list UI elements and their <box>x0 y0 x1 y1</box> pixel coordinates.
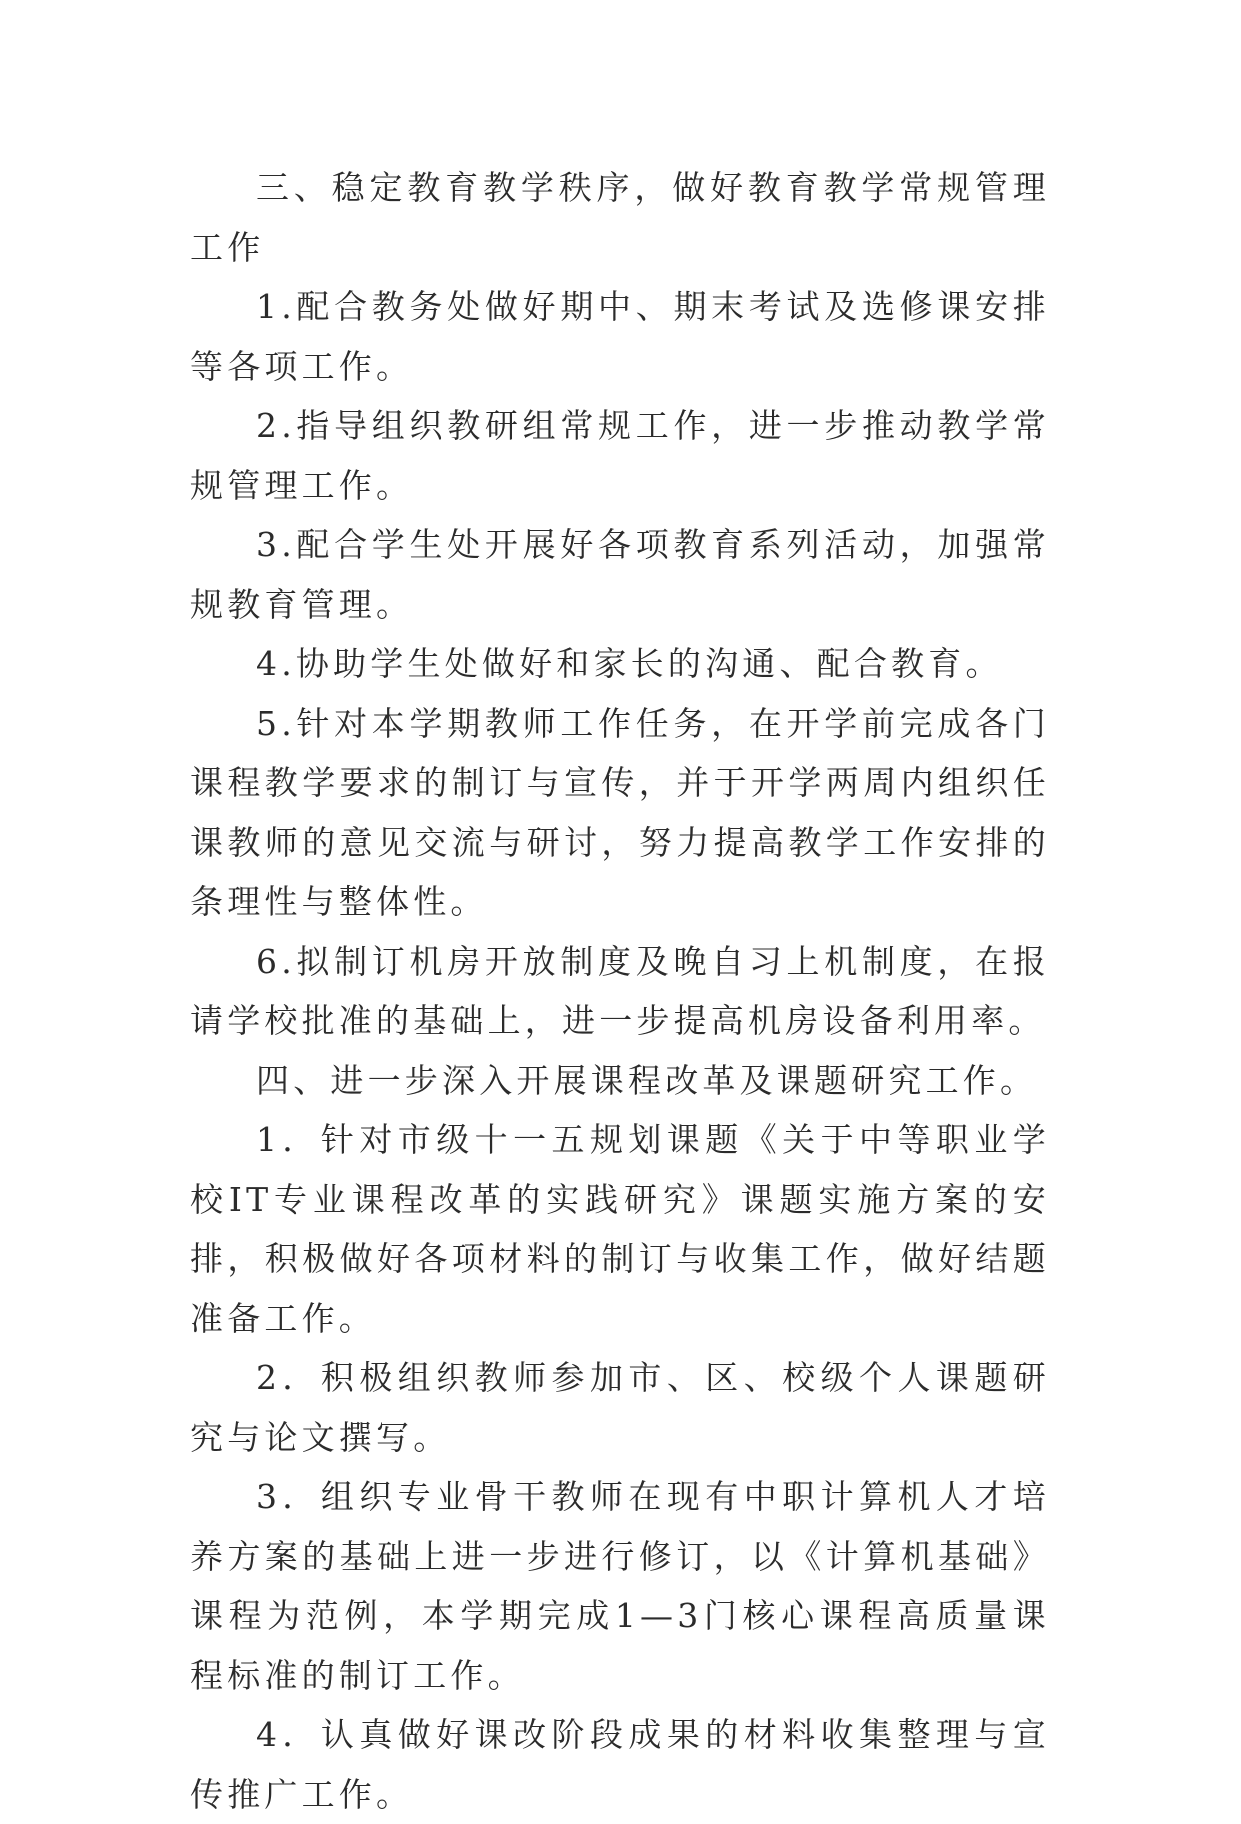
paragraph-item-3b: 3．组织专业骨干教师在现有中职计算机人才培养方案的基础上进一步进行修订，以《计算机基础》课程为范例，本学期完成1—3门核心课程高质量课程标准的制订工作。 <box>190 1477 1050 1695</box>
section-heading-4: 四、进一步深入开展课程改革及课题研究工作。 <box>256 1060 1038 1100</box>
paragraph-item-5: 5.针对本学期教师工作任务，在开学前完成各门课程教学要求的制订与宣传，并于开学两周内组织任课教师的意见交流与研讨，努力提高教学工作安排的条理性与整体性。 <box>190 703 1050 921</box>
document-body <box>190 158 1050 1824</box>
paragraph-item-2: 2.指导组织教研组常规工作，进一步推动教学常规管理工作。 <box>190 406 1050 505</box>
paragraph-item-4b: 4．认真做好课改阶段成果的材料收集整理与宣传推广工作。 <box>190 1715 1050 1814</box>
paragraph-item-1: 1.配合教务处做好期中、期末考试及选修课安排等各项工作。 <box>190 287 1050 386</box>
paragraph-item-6: 6.拟制订机房开放制度及晚自习上机制度，在报请学校批准的基础上，进一步提高机房设备利用率。 <box>190 941 1050 1040</box>
paragraph-item-1b: 1．针对市级十一五规划课题《关于中等职业学校IT专业课程改革的实践研究》课题实施方案的安排，积极做好各项材料的制订与收集工作，做好结题准备工作。 <box>190 1120 1050 1338</box>
section-heading-3: 三、稳定教育教学秩序，做好教育教学常规管理工作 <box>190 168 1050 267</box>
paragraph-item-2b: 2．积极组织教师参加市、区、校级个人课题研究与论文撰写。 <box>190 1358 1050 1457</box>
paragraph-item-4: 4.协助学生处做好和家长的沟通、配合教育。 <box>256 644 1003 683</box>
paragraph-item-3: 3.配合学生处开展好各项教育系列活动，加强常规教育管理。 <box>190 525 1050 624</box>
